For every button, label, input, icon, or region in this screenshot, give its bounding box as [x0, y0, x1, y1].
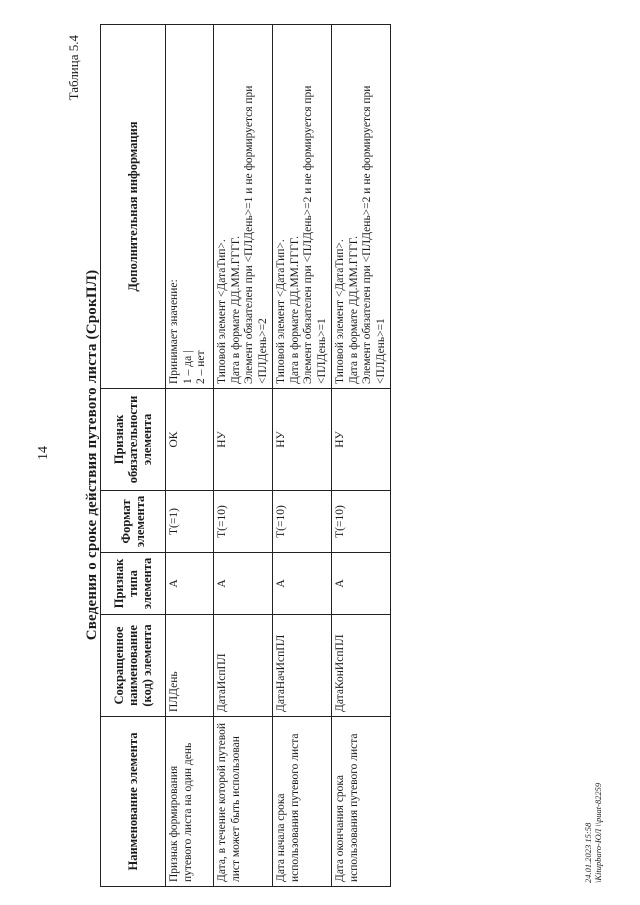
info-line: 2 – нет: [195, 350, 207, 384]
col-header-name: Наименование элемента: [101, 717, 166, 887]
info-line: 1 – да |: [181, 350, 194, 384]
cell-info: [166, 25, 214, 389]
cell-type: А: [166, 553, 214, 615]
document-stamp: [583, 783, 603, 883]
cell-required: НУ: [273, 389, 332, 491]
cell-info: [273, 25, 332, 389]
cell-format: Т(=10): [214, 491, 273, 553]
table-number: Таблица 5.4: [66, 35, 81, 101]
col-header-required: Признак обязательности элемента: [101, 389, 166, 491]
cell-name: Признак формирования путевого листа на один день: [166, 717, 214, 887]
elements-table: [100, 24, 391, 887]
cell-code: ДатаНачИспПЛ: [273, 615, 332, 717]
cell-name: Дата, в течение которой путевой лист может быть использован: [214, 717, 273, 887]
cell-name: Дата окончания срока использования путевого листа: [332, 717, 391, 887]
col-header-info: Дополнительная информация: [101, 25, 166, 389]
page-number: 14: [36, 446, 51, 460]
cell-code: ДатаИспПЛ: [214, 615, 273, 717]
cell-type: А: [214, 553, 273, 615]
cell-required: НУ: [332, 389, 391, 491]
stamp-line: 24.01.2023 15:58: [583, 822, 593, 883]
cell-type: А: [332, 553, 391, 615]
info-line: Элемент обязателен при <ПЛДень>=2 и не формируется при <ПЛДень>=1: [361, 85, 387, 384]
cell-type: А: [273, 553, 332, 615]
cell-name: Дата начала срока использования путевого листа: [273, 717, 332, 887]
table-row: [214, 25, 273, 887]
cell-info: [214, 25, 273, 389]
cell-code: ПЛДень: [166, 615, 214, 717]
info-line: Типовой элемент <ДатаТип>.: [275, 239, 287, 384]
cell-format: Т(=10): [332, 491, 391, 553]
info-line: Элемент обязателен при <ПЛДень>=1 и не формируется при <ПЛДень>=2: [243, 85, 269, 384]
cell-format: Т(=1): [166, 491, 214, 553]
table-row: [332, 25, 391, 887]
cell-code: ДатаКонИспПЛ: [332, 615, 391, 717]
info-line: Дата в формате ДД.ММ.ГГГГ.: [347, 236, 360, 384]
cell-info: [332, 25, 391, 389]
cell-required: ОК: [166, 389, 214, 491]
info-line: Типовой элемент <ДатаТип>.: [216, 239, 228, 384]
table-header-row: [101, 25, 166, 887]
cell-format: Т(=10): [273, 491, 332, 553]
info-line: Дата в формате ДД.ММ.ГГГГ.: [288, 236, 301, 384]
info-line: Элемент обязателен при <ПЛДень>=2 и не формируется при <ПЛДень>=1: [302, 85, 328, 384]
info-line: Типовой элемент <ДатаТип>.: [334, 239, 346, 384]
col-header-format: Формат элемента: [101, 491, 166, 553]
table-title: Сведения о сроке действия путевого листа (СрокПЛ): [84, 269, 100, 641]
info-line: Дата в формате ДД.ММ.ГГГГ.: [229, 236, 242, 384]
table-row: [273, 25, 332, 887]
col-header-type: Признак типа элемента: [101, 553, 166, 615]
stamp-line: \Kitupbaro-ЮЛ \\puat-82259: [593, 782, 603, 883]
table-row: [166, 25, 214, 887]
cell-required: НУ: [214, 389, 273, 491]
col-header-code: Сокращенное наименование (код) элемента: [101, 615, 166, 717]
info-line: Принимает значение:: [168, 279, 180, 384]
